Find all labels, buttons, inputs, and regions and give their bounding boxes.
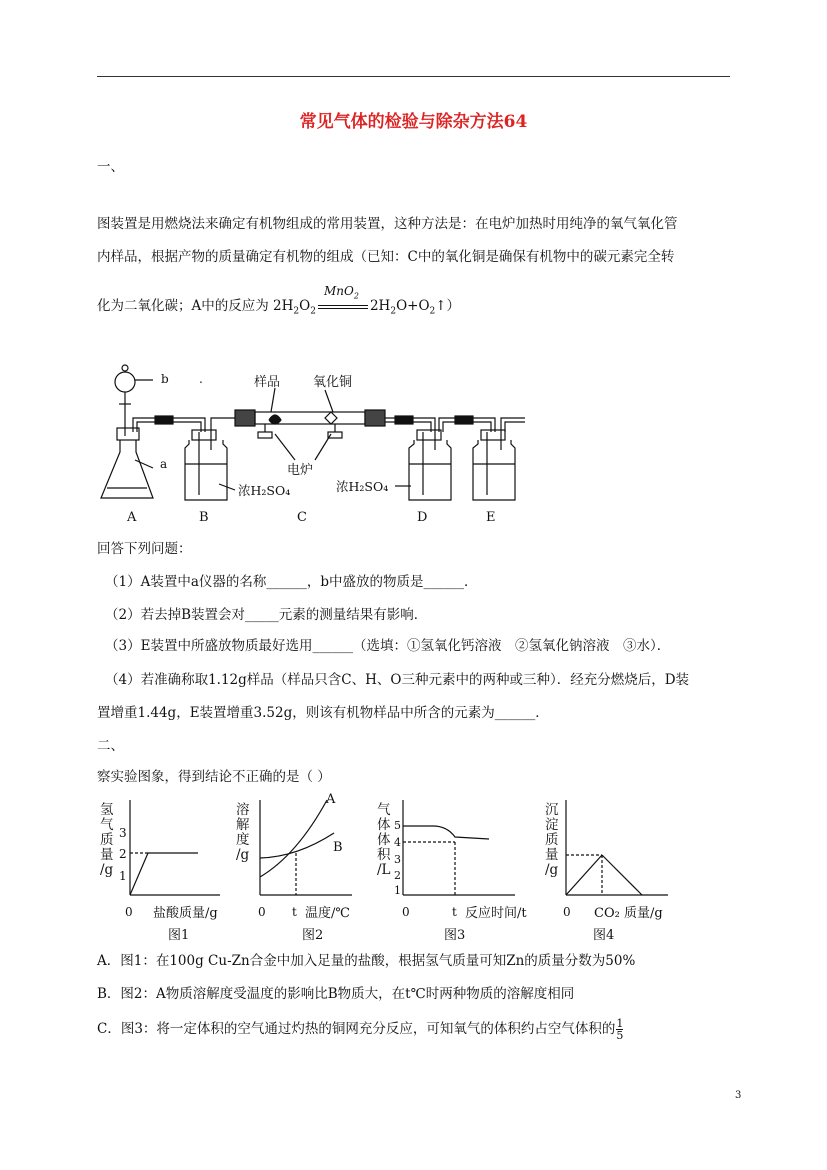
label-dot: . [199, 372, 203, 386]
option-b: B．图2：A物质溶解度受温度的影响比B物质大，在t℃时两种物质的溶解度相同 [97, 986, 575, 1002]
answer-prompt: 回答下列问题： [97, 541, 192, 557]
graph-3-xlabel: 反应时间/t [465, 906, 527, 921]
section-2-label: 二、 [97, 738, 124, 754]
graph-3-caption: 图3 [444, 928, 466, 943]
graph-3-xtick: t [452, 905, 457, 919]
section-1-label: 一、 [97, 159, 124, 175]
page-title: 常见气体的检验与除杂方法64 [299, 112, 528, 132]
letter-e: E [486, 510, 496, 525]
graph-2-xtick: t [292, 905, 297, 919]
question-1: （1）A装置中a仪器的名称______，b中盛放的物质是______． [105, 574, 478, 590]
question-2: （2）若去掉B装置会对_____元素的测量结果有影响． [105, 607, 428, 623]
graph-2-ylabel: 溶 解 度 /g [236, 802, 250, 863]
graph-3-ytick-4: 4 [394, 836, 401, 849]
label-sample: 样品 [254, 375, 281, 390]
graph-3-ytick-5: 5 [394, 819, 401, 832]
intro-line-1: 图装置是用燃烧法来确定有机物组成的常用装置，这种方法是：在电炉加热时用纯净的氧气氧化管 [97, 216, 678, 232]
apparatus-diagram [95, 340, 535, 530]
header-rule [97, 76, 730, 77]
graph-4-origin: 0 [563, 905, 571, 919]
graph-1-ylabel: 氢 气 质 量 /g [100, 802, 114, 878]
option-c: C．图3：将一定体积的空气通过灼热的铜网充分反应，可知氧气的体积约占空气体积的 $\frac{1}{5}$ [97, 1017, 624, 1042]
label-furnace: 电炉 [287, 463, 314, 478]
reaction-arrow [316, 284, 370, 315]
letter-a: A [127, 510, 137, 525]
graph-1-caption: 图1 [168, 928, 190, 943]
label-b: b [161, 372, 169, 386]
graph-1-ytick-3: 3 [119, 826, 127, 840]
graph-3-ylabel: 气 体 体 积 /L [377, 802, 391, 878]
page-number: 3 [735, 1090, 742, 1101]
letter-b: B [199, 510, 209, 525]
label-a: a [160, 457, 168, 471]
intro-line-3: 化为二氧化碳；A中的反应为 $2H_2O_2$ MnO$_2$ $2H_2O+O_2↑$） [97, 284, 461, 317]
question-4-line-1: （4）若准确称取1.12g样品（样品只含C、H、O三种元素中的两种或三种）．经充分燃烧后，D装 [105, 672, 690, 688]
graph-1-ytick-2: 2 [119, 847, 127, 861]
graph-4-xlabel: CO₂ 质量/g [594, 906, 663, 921]
catalyst-label: MnO$_2$ [323, 284, 359, 301]
label-acid-b: 浓H₂SO₄ [238, 483, 291, 498]
graph-3-ytick-3: 3 [394, 853, 401, 866]
option-a: A．图1：在100g Cu-Zn合金中加入足量的盐酸，根据氢气质量可知Zn的质量分数为50% [97, 953, 636, 969]
graph-3-origin: 0 [402, 905, 410, 919]
graph-3-ytick-2: 2 [394, 869, 401, 882]
graph-2-xlabel: 温度/℃ [305, 906, 350, 921]
label-copper-oxide: 氧化铜 [313, 375, 353, 390]
question-3: （3）E装置中所盛放物质最好选用______（选填：①氢氧化钙溶液 ②氢氧化钠溶液 ③水）． [105, 638, 671, 654]
graph-2-curve-b: B [333, 840, 343, 855]
graph-3-ytick-1: 1 [394, 884, 401, 897]
label-acid-d: 浓H₂SO₄ [336, 479, 389, 494]
intro-line-2: 内样品，根据产物的质量确定有机物的组成（已知：C中的氧化铜是确保有机物中的碳元素完全转 [97, 249, 675, 265]
graph-1-origin: 0 [125, 905, 133, 919]
graph-4-ylabel: 沉 淀 质 量 /g [545, 802, 559, 878]
graph-4-caption: 图4 [593, 928, 615, 943]
graph-2-curve-a: A [326, 792, 336, 807]
graph-2-caption: 图2 [302, 928, 324, 943]
letter-c: C [297, 510, 307, 525]
graph-1-xlabel: 盐酸质量/g [153, 906, 218, 921]
question-4-line-2: 置增重1.44g，E装置增重3.52g，则该有机物样品中所含的元素为______． [97, 705, 549, 721]
fraction-one-fifth: $\frac{1}{5}$ [616, 1017, 624, 1042]
graph-2-origin: 0 [258, 905, 266, 919]
letter-d: D [417, 510, 428, 525]
section-2-question: 察实验图象，得到结论不正确的是（ ） [97, 769, 331, 785]
graph-1-ytick-1: 1 [119, 869, 127, 883]
